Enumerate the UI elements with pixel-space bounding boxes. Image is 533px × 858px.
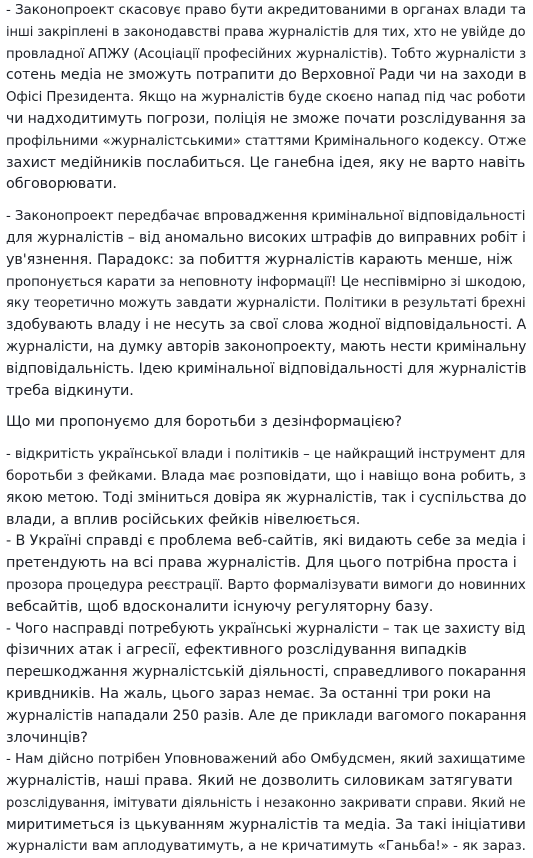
text-line: журналісти вам аплодуватимуть, а не кричатимуть «Ганьба!» - як зараз. xyxy=(6,838,526,855)
text-line: миритиметься із цькуванням журналістів та медіа. За такі ініціативи xyxy=(6,816,526,833)
text-line: розслідування, імітувати діяльність і незаконно закривати справи. Який не xyxy=(6,795,526,811)
post-paragraph xyxy=(6,206,526,402)
text-line: здобувають владу і не несуть за свої слова жодної відповідальності. А xyxy=(6,317,527,334)
text-line: прозора процедура реєстрації. Варто формалізувати вимоги до новинних xyxy=(6,577,526,593)
text-line: чи надходитимуть погрози, поліція не зможе почати розслідування за xyxy=(6,110,526,127)
text-line: - відкритість української влади і політиків – це найкращий інструмент для xyxy=(6,447,526,463)
text-line: - Чого насправді потребують українські журналісти – так це захисту від xyxy=(6,620,526,637)
text-line: яку теоретично можуть завдати журналісти. Політики в результаті брехні xyxy=(6,296,526,312)
text-line: якою метою. Тоді зміниться довіра як журналістів, так і суспільства до xyxy=(6,489,527,506)
text-line: Що ми пропонуємо для боротьби з дезінформацією? xyxy=(6,414,402,431)
text-line: - Законопроект передбачає впровадження кримінальної відповідальності xyxy=(6,209,526,225)
post-body xyxy=(6,0,526,858)
text-line: вебсайтів, щоб вдосконалити існуючу регуляторну базу. xyxy=(6,598,434,615)
text-line: злочинців? xyxy=(6,729,88,746)
paragraph-gap xyxy=(6,402,526,412)
text-line: кривдників. На жаль, цього зараз немає. За останні три роки на xyxy=(6,685,492,702)
text-line: захист медійників послабиться. Це ганебна ідея, яку не варто навіть xyxy=(6,154,526,171)
text-line: перешкоджання журналістській діяльності, справедливого покарання xyxy=(6,664,526,681)
text-line: журналісти, на думку авторів законопроекту, мають нести кримінальну xyxy=(6,338,527,355)
paragraph-gap xyxy=(6,196,526,206)
paragraph-gap xyxy=(6,434,526,444)
text-line: журналістів, наші права. Який не дозволить силовикам затягувати xyxy=(6,773,513,790)
text-line: профільними «журналістськими» статтями Кримінального кодексу. Отже xyxy=(6,133,527,149)
text-line: - В Україні справді є проблема веб-сайтів, які видають себе за медіа і xyxy=(6,533,526,550)
text-line: Офісі Президента. Якщо на журналістів буде скоєно напад під час роботи xyxy=(6,90,526,106)
text-line: ув'язнення. Парадокс: за побиття журналістів карають менше, ніж xyxy=(6,251,513,268)
text-line: - Нам дійсно потрібен Уповноважений або Омбудсмен, який захищатиме xyxy=(6,751,526,768)
text-line: обговорювати. xyxy=(6,176,117,193)
post-paragraph xyxy=(6,0,526,196)
text-line: претендують на всі права журналістів. Для цього потрібна проста і xyxy=(6,555,517,572)
text-line: для журналістів – від аномально високих штрафів до виправних робіт і xyxy=(6,229,526,246)
text-line: провладної АПЖУ (Асоціації професійних журналістів). Тобто журналісти з xyxy=(6,46,527,62)
text-line: фізичних атак і агресії, ефективного розслідування випадків xyxy=(6,642,467,659)
post-paragraph xyxy=(6,412,526,434)
text-line: інші закріплені в законодавстві права журналістів для тих, хто не увійде до xyxy=(6,24,526,40)
post-paragraph xyxy=(6,444,526,858)
text-line: сотень медіа не зможуть потрапити до Верховної Ради чи на заходи в xyxy=(6,67,527,84)
text-line: - Законопроект скасовує право бути акредитованими в органах влади та xyxy=(6,2,527,18)
text-line: треба відкинути. xyxy=(6,382,134,399)
text-line: боротьби з фейками. Влада має розповідати, що і навіщо вона робить, з xyxy=(6,467,526,484)
text-line: відповідальність. Ідею кримінальної відповідальності для журналістів xyxy=(6,360,527,377)
text-line: журналістів нападали 250 разів. Але де приклади вагомого покарання xyxy=(6,707,527,724)
text-line: пропонується карати за неповноту інформації! Це неспівмірно зі шкодою, xyxy=(6,274,526,290)
text-line: влади, а вплив російських фейків нівелюється. xyxy=(6,511,361,528)
